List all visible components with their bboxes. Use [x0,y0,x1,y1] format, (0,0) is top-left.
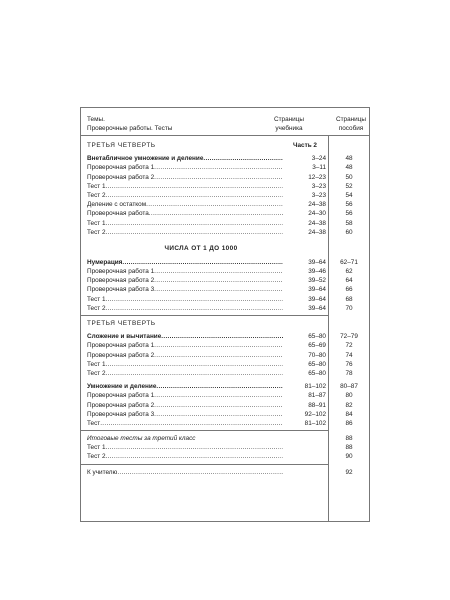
toc-row-label: Проверочная работа 2 ..... [87,351,283,360]
toc-row-textbook-pages: 39–52 [283,276,326,285]
toc-row [81,382,369,391]
toc-row-textbook-pages: 39–64 [283,258,326,267]
toc-row-label: Проверочная работа 1 ..... [87,341,283,350]
toc-row-textbook-pages: 39–64 [283,295,326,304]
toc-row-textbook-pages: 39–46 [283,267,326,276]
toc-row-textbook-pages: 81–102 [283,419,326,428]
final-tests-title: Итоговые тесты за третий класс [87,435,196,443]
toc-row-textbook-pages: 3–23 [283,191,326,200]
to-teacher-manual: 92 [345,468,353,476]
toc-row-label: Проверочная работа 2 ..... [87,401,283,410]
toc-row-label: Проверочная работа ..... [87,209,283,218]
toc-row [81,228,369,237]
toc-row-manual-pages: 50 [345,173,353,181]
section3-title: ТРЕТЬЯ ЧЕТВЕРТЬ [87,320,156,327]
toc-row-textbook-pages: 65–69 [283,341,326,350]
toc-row-manual-pages: 78 [345,369,353,377]
toc-row-manual-pages: 68 [345,295,353,303]
toc-row-textbook-pages: 3–23 [283,182,326,191]
toc-row-manual-pages: 88 [345,444,353,452]
section1-title: ТРЕТЬЯ ЧЕТВЕРТЬ [87,142,156,149]
separator [81,430,328,431]
section1-part: Часть 2 [293,142,317,149]
toc-row-manual-pages: 56 [345,210,353,218]
toc-row-manual-pages: 84 [345,410,353,418]
toc-row [81,173,369,182]
header-manual-line1: Страницы [335,116,366,123]
header-textbook-pages [259,115,319,133]
toc-row-label: Внетабличное умножение и деление ..... [87,154,283,163]
toc-row-textbook-pages: 39–64 [283,304,326,313]
toc-row-textbook-pages: 24–38 [283,200,326,209]
to-teacher-label: К учителю ..... [87,468,283,477]
toc-row-manual-pages: 48 [345,164,353,172]
toc-row-label: Проверочная работа 1 ..... [87,163,283,172]
toc-row-label: Тест 2 ..... [87,369,283,378]
toc-row-manual-pages: 80–87 [340,383,358,391]
toc-row-label: Тест 1 ..... [87,295,283,304]
toc-row-manual-pages: 74 [345,351,353,359]
toc-row-label: Тест 2 ..... [87,228,283,237]
toc-row-textbook-pages: 81–87 [283,391,326,400]
toc-row [81,182,369,191]
separator [81,464,328,465]
toc-row [81,154,369,163]
toc-row-textbook-pages: 24–30 [283,209,326,218]
toc-row-label: Проверочная работа 3 ..... [87,410,283,419]
toc-row-manual-pages: 52 [345,182,353,190]
final-tests-title-manual: 88 [345,435,353,443]
toc-row-label: Тест 1 ..... [87,182,283,191]
toc-row-label: Проверочная работа 1 ..... [87,391,283,400]
toc-row-manual-pages: 72 [345,342,353,350]
toc-row-label: Проверочная работа 2 ..... [87,276,283,285]
toc-row [81,401,369,410]
table-of-contents [80,107,370,522]
toc-row-label: Тест 1 ..... [87,219,283,228]
toc-row-textbook-pages: 81–102 [283,382,326,391]
toc-row-textbook-pages: 92–102 [283,410,326,419]
toc-row-textbook-pages: 88–91 [283,401,326,410]
toc-row-textbook-pages: 70–80 [283,351,326,360]
section-title-third-quarter-2 [81,319,369,328]
toc-row-textbook-pages: 39–64 [283,285,326,294]
toc-row [81,369,369,378]
toc-row [81,351,369,360]
toc-row [81,163,369,172]
section3-rows-a [81,332,369,378]
header-manual-pages [331,115,371,133]
center-title-text: ЧИСЛА ОТ 1 ДО 1000 [164,244,238,252]
toc-row-manual-pages: 62 [345,268,353,276]
toc-row-manual-pages: 90 [345,453,353,461]
toc-row [81,410,369,419]
toc-row [81,332,369,341]
toc-row-label: Тест 2 ..... [87,304,283,313]
toc-row-textbook-pages: 24–38 [283,219,326,228]
toc-row-manual-pages: 70 [345,304,353,312]
toc-row-label: Сложение и вычитание ..... [87,332,283,341]
to-teacher-row [81,468,369,477]
toc-row [81,267,369,276]
toc-row-manual-pages: 66 [345,286,353,294]
header-topics-line2: Проверочные работы. Тесты [87,125,173,133]
toc-row-textbook-pages: 12–23 [283,173,326,182]
toc-row-label: Тест 1 ..... [87,360,283,369]
toc-row-manual-pages: 58 [345,219,353,227]
toc-row-textbook-pages: 65–80 [283,369,326,378]
toc-row-manual-pages: 76 [345,360,353,368]
toc-row-label: Проверочная работа 1 ..... [87,267,283,276]
toc-row-manual-pages: 72–79 [340,333,358,341]
header-textbook-line1: Страницы [273,116,304,123]
toc-row [81,341,369,350]
toc-row-label: Тест 2 ..... [87,191,283,200]
toc-row [81,219,369,228]
toc-row [81,200,369,209]
toc-row-textbook-pages: 24–38 [283,228,326,237]
header-topics [87,115,257,133]
section4-rows [81,443,369,461]
toc-row-label: Нумерация ..... [87,258,283,267]
toc-row [81,360,369,369]
toc-row-label: Деление с остатком ..... [87,200,283,209]
toc-row-textbook-pages: 65–80 [283,332,326,341]
toc-row-manual-pages: 54 [345,191,353,199]
toc-row [81,419,369,428]
toc-row-manual-pages: 56 [345,201,353,209]
toc-row-label: Тест 1 ..... [87,443,283,452]
header-manual-line2: пособия [338,125,364,133]
toc-row-manual-pages: 48 [345,155,353,163]
toc-row [81,258,369,267]
toc-row-label: Проверочная работа 2 ..... [87,173,283,182]
toc-row-label: Проверочная работа 3 ..... [87,285,283,294]
toc-row [81,391,369,400]
toc-row-textbook-pages: 65–80 [283,360,326,369]
toc-row-manual-pages: 60 [345,228,353,236]
toc-row-manual-pages: 64 [345,277,353,285]
toc-row-label: Тест ..... [87,419,283,428]
toc-row [81,295,369,304]
toc-row-manual-pages: 86 [345,419,353,427]
toc-row [81,209,369,218]
toc-row-label: Тест 2 ..... [87,452,283,461]
toc-row-manual-pages: 82 [345,401,353,409]
toc-row [81,452,369,461]
toc-row-manual-pages: 80 [345,392,353,400]
header-topics-line1: Темы. [87,116,105,123]
section1-rows [81,154,369,237]
toc-row-textbook-pages: 3–24 [283,154,326,163]
section-title-third-quarter [81,141,369,150]
header-textbook-line2: учебника [275,125,303,133]
toc-row [81,304,369,313]
toc-row [81,276,369,285]
toc-row-manual-pages: 62–71 [340,258,358,266]
toc-row [81,285,369,294]
section3-rows-b [81,382,369,428]
final-tests-title-row [81,434,369,443]
toc-row-textbook-pages: 3–11 [283,163,326,172]
toc-row-label: Умножение и деление ..... [87,382,283,391]
center-title [81,243,369,254]
table-header [81,108,369,136]
separator [81,315,328,316]
toc-row [81,191,369,200]
section2-rows [81,258,369,313]
toc-row [81,443,369,452]
